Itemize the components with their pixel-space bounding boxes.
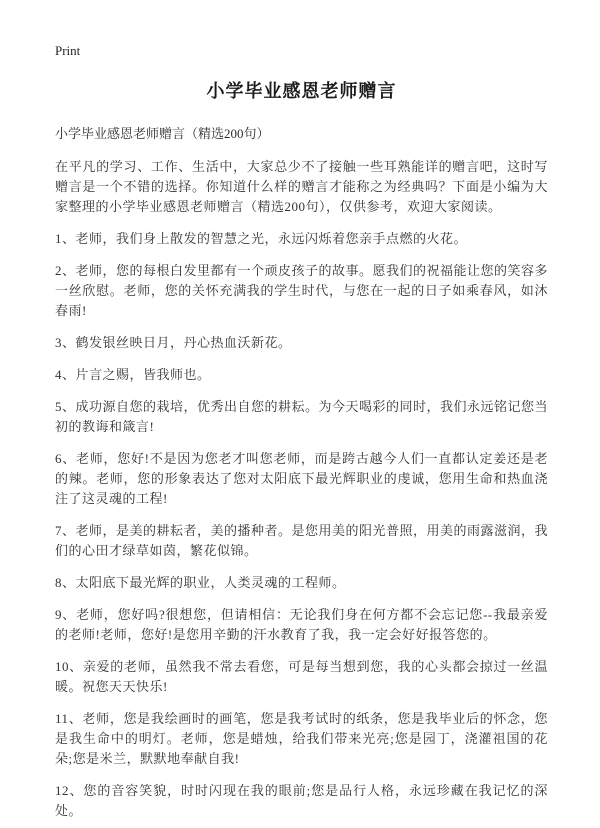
message-list xyxy=(55,229,548,821)
message-item: 5、成功源自您的栽培，优秀出自您的耕耘。为今天喝彩的同时，我们永远铭记您当初的教诲和箴言! xyxy=(55,399,549,434)
message-item: 2、老师，您的每根白发里都有一个顽皮孩子的故事。愿我们的祝福能让您的笑容多一丝欣慰。老师，您的关怀充满我的学生时代，与您在一起的日子如乘春风，如沐春雨! xyxy=(55,263,549,318)
print-button[interactable]: Print xyxy=(55,43,81,58)
message-item: 11、老师，您是我绘画时的画笔，您是我考试时的纸条，您是我毕业后的怀念，您是我生命中的明灯。老师，您是蜡烛，给我们带来光亮;您是园丁，浇灌祖国的花朵;您是米兰，默默地奉献自我! xyxy=(55,711,548,766)
message-item: 3、鹤发银丝映日月，丹心热血沃新花。 xyxy=(55,335,292,350)
message-item: 1、老师，我们身上散发的智慧之光，永远闪烁着您亲手点燃的火花。 xyxy=(55,231,468,246)
message-item: 9、老师，您好吗?很想您，但请相信：无论我们身在何方都不会忘记您--我最亲爱的老师!老师，您好!是您用辛勤的汗水教育了我，我一定会好好报答您的。 xyxy=(55,607,548,642)
message-item: 7、老师，是美的耕耘者，美的播种者。是您用美的阳光普照，用美的雨露滋润，我们的心田才绿草如茵，繁花似锦。 xyxy=(55,523,549,558)
message-item: 10、亲爱的老师，虽然我不常去看您，可是每当想到您，我的心头都会掠过一丝温暖。祝您天天快乐! xyxy=(55,659,548,694)
message-item: 8、太阳底下最光辉的职业，人类灵魂的工程师。 xyxy=(55,575,346,590)
message-item: 4、片言之赐，皆我师也。 xyxy=(55,367,211,382)
page-title: 小学毕业感恩老师赠言 xyxy=(206,81,397,101)
message-item: 12、您的音容笑貌，时时闪现在我的眼前;您是品行人格，永远珍藏在我记忆的深处。 xyxy=(55,783,548,818)
intro-paragraph: 在平凡的学习、工作、生活中，大家总少不了接触一些耳熟能详的赠言吧，这时写赠言是一个不错的选择。你知道什么样的赠言才能称之为经典吗？下面是小编为大家整理的小学毕业感恩老师赠言（精选200句），仅供参考，欢迎大家阅读。 xyxy=(55,159,548,214)
message-item: 6、老师，您好!不是因为您老才叫您老师，而是跨古越今人们一直都认定姜还是老的辣。老师，您的形象表达了您对太阳底下最光辉职业的虔诚，您用生命和热血浇注了这灵魂的工程! xyxy=(55,451,548,506)
article-subtitle: 小学毕业感恩老师赠言（精选200句） xyxy=(55,126,270,141)
